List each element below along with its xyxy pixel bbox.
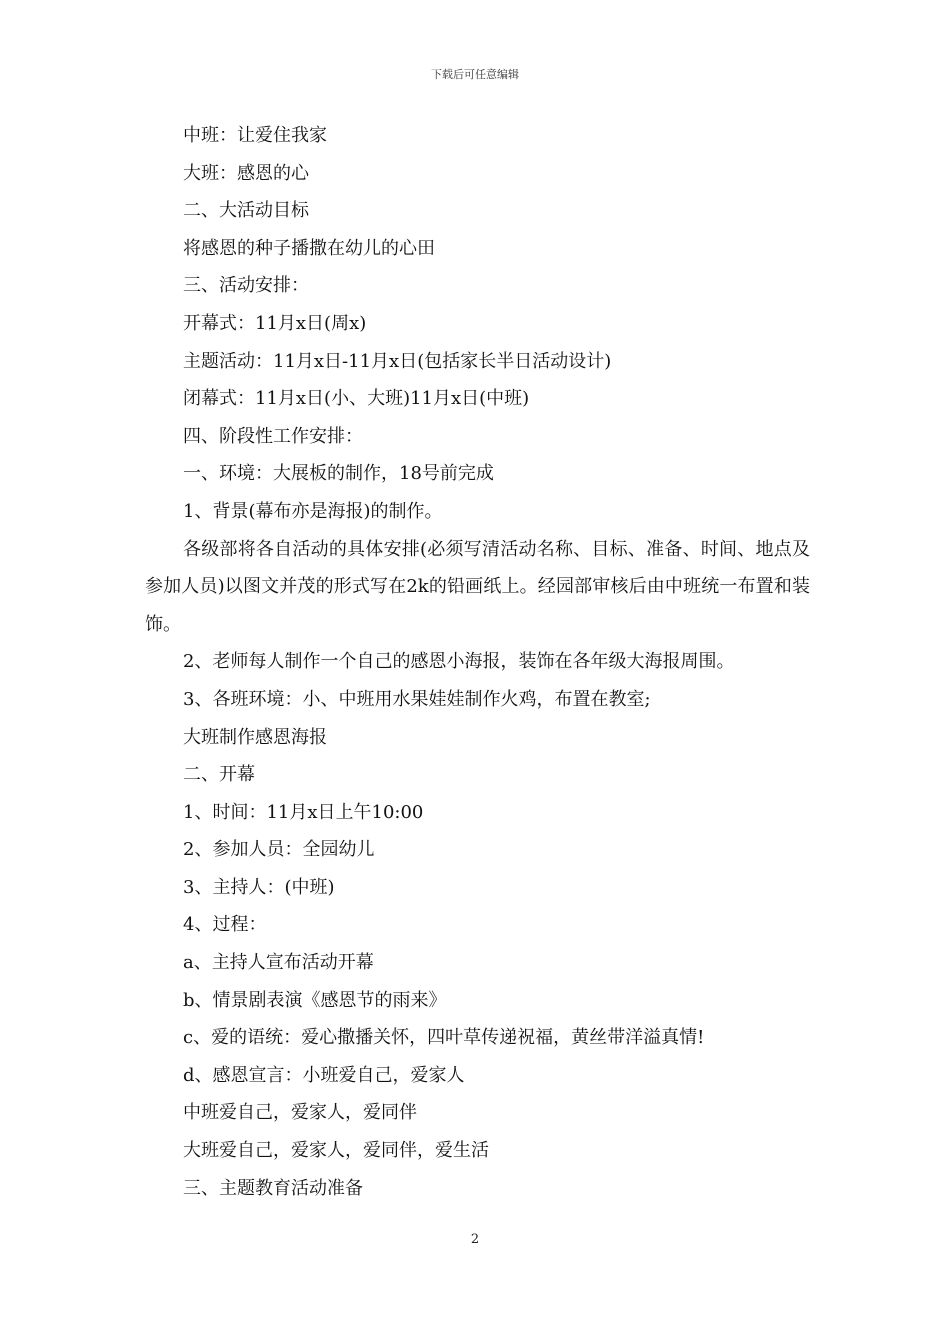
- section-heading: 三、主题教育活动准备: [183, 1177, 363, 1199]
- document-body: [145, 124, 810, 1214]
- text-line: 2、老师每人制作一个自己的感恩小海报，装饰在各年级大海报周围。: [183, 651, 735, 673]
- text-line: 大班爱自己，爱家人，爱同伴，爱生活: [183, 1140, 489, 1162]
- text-line: 2、参加人员：全园幼儿: [183, 839, 375, 861]
- page-number: 2: [470, 1232, 480, 1247]
- text-line: 中班爱自己，爱家人，爱同伴: [183, 1102, 417, 1124]
- text-line: 大班：感恩的心: [183, 162, 309, 184]
- text-line: d、感恩宣言：小班爱自己，爱家人: [183, 1064, 465, 1086]
- section-heading: 二、大活动目标: [183, 200, 309, 222]
- text-line: 大班制作感恩海报: [183, 726, 327, 748]
- text-line: a、主持人宣布活动开幕: [183, 952, 374, 974]
- text-line: 一、环境：大展板的制作，18号前完成: [183, 463, 494, 485]
- text-line: 3、主持人：(中班): [183, 876, 335, 898]
- section-heading: 三、活动安排：: [183, 275, 309, 297]
- text-line: b、情景剧表演《感恩节的雨来》: [183, 989, 447, 1011]
- header-note: 下载后可任意编辑: [431, 68, 519, 81]
- text-line: 4、过程：: [183, 914, 267, 936]
- text-line: 将感恩的种子播撒在幼儿的心田: [183, 237, 435, 259]
- section-heading: 二、开幕: [183, 764, 255, 786]
- body-paragraph: 各级部将各自活动的具体安排(必须写清活动名称、目标、准备、时间、地点及参加人员)以图文并茂的形式写在2k的铅画纸上。经园部审核后由中班统一布置和装饰。: [145, 538, 810, 635]
- text-line: c、爱的语统：爱心撒播关怀，四叶草传递祝福，黄丝带洋溢真情!: [183, 1027, 705, 1049]
- text-line: 中班：让爱住我家: [183, 125, 327, 146]
- text-line: 主题活动：11月x日-11月x日(包括家长半日活动设计): [183, 350, 612, 372]
- text-line: 3、各班环境：小、中班用水果娃娃制作火鸡，布置在教室;: [183, 688, 651, 710]
- section-heading: 四、阶段性工作安排：: [183, 425, 363, 447]
- text-line: 1、时间：11月x日上午10:00: [183, 801, 424, 823]
- text-line: 1、背景(幕布亦是海报)的制作。: [183, 500, 443, 522]
- text-line: 闭幕式：11月x日(小、大班)11月x日(中班): [183, 388, 530, 410]
- text-line: 开幕式：11月x日(周x): [183, 312, 367, 334]
